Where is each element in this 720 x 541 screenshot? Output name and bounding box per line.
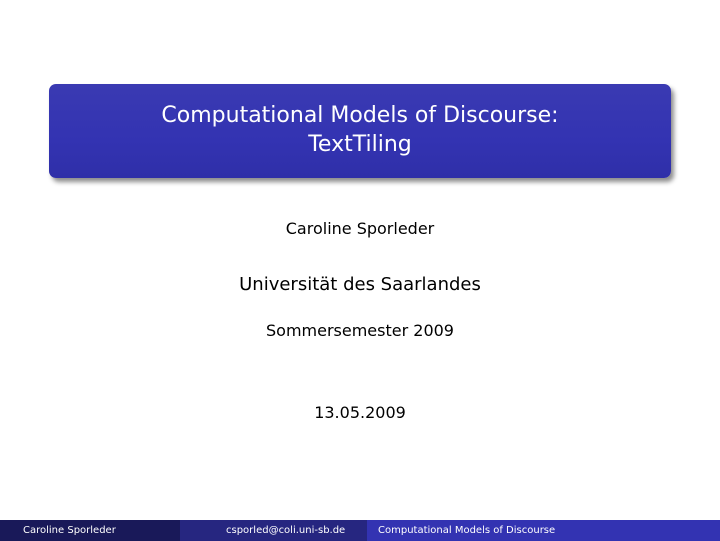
- footer-email: csporled@coli.uni-sb.de: [180, 520, 367, 541]
- semester: Sommersemester 2009: [266, 321, 454, 340]
- author-name: Caroline Sporleder: [285, 219, 435, 238]
- footer-short-title: Computational Models of Discourse: [367, 520, 720, 541]
- title-line-2: TextTiling: [308, 132, 412, 157]
- footer-author: Caroline Sporleder: [0, 520, 180, 541]
- title-line-1: Computational Models of Discourse:: [161, 103, 559, 128]
- institute-name: Universität des Saarlandes: [239, 274, 481, 295]
- presentation-date: 13.05.2009: [314, 403, 406, 422]
- footer-bar: [0, 520, 720, 541]
- title-box: [49, 84, 671, 178]
